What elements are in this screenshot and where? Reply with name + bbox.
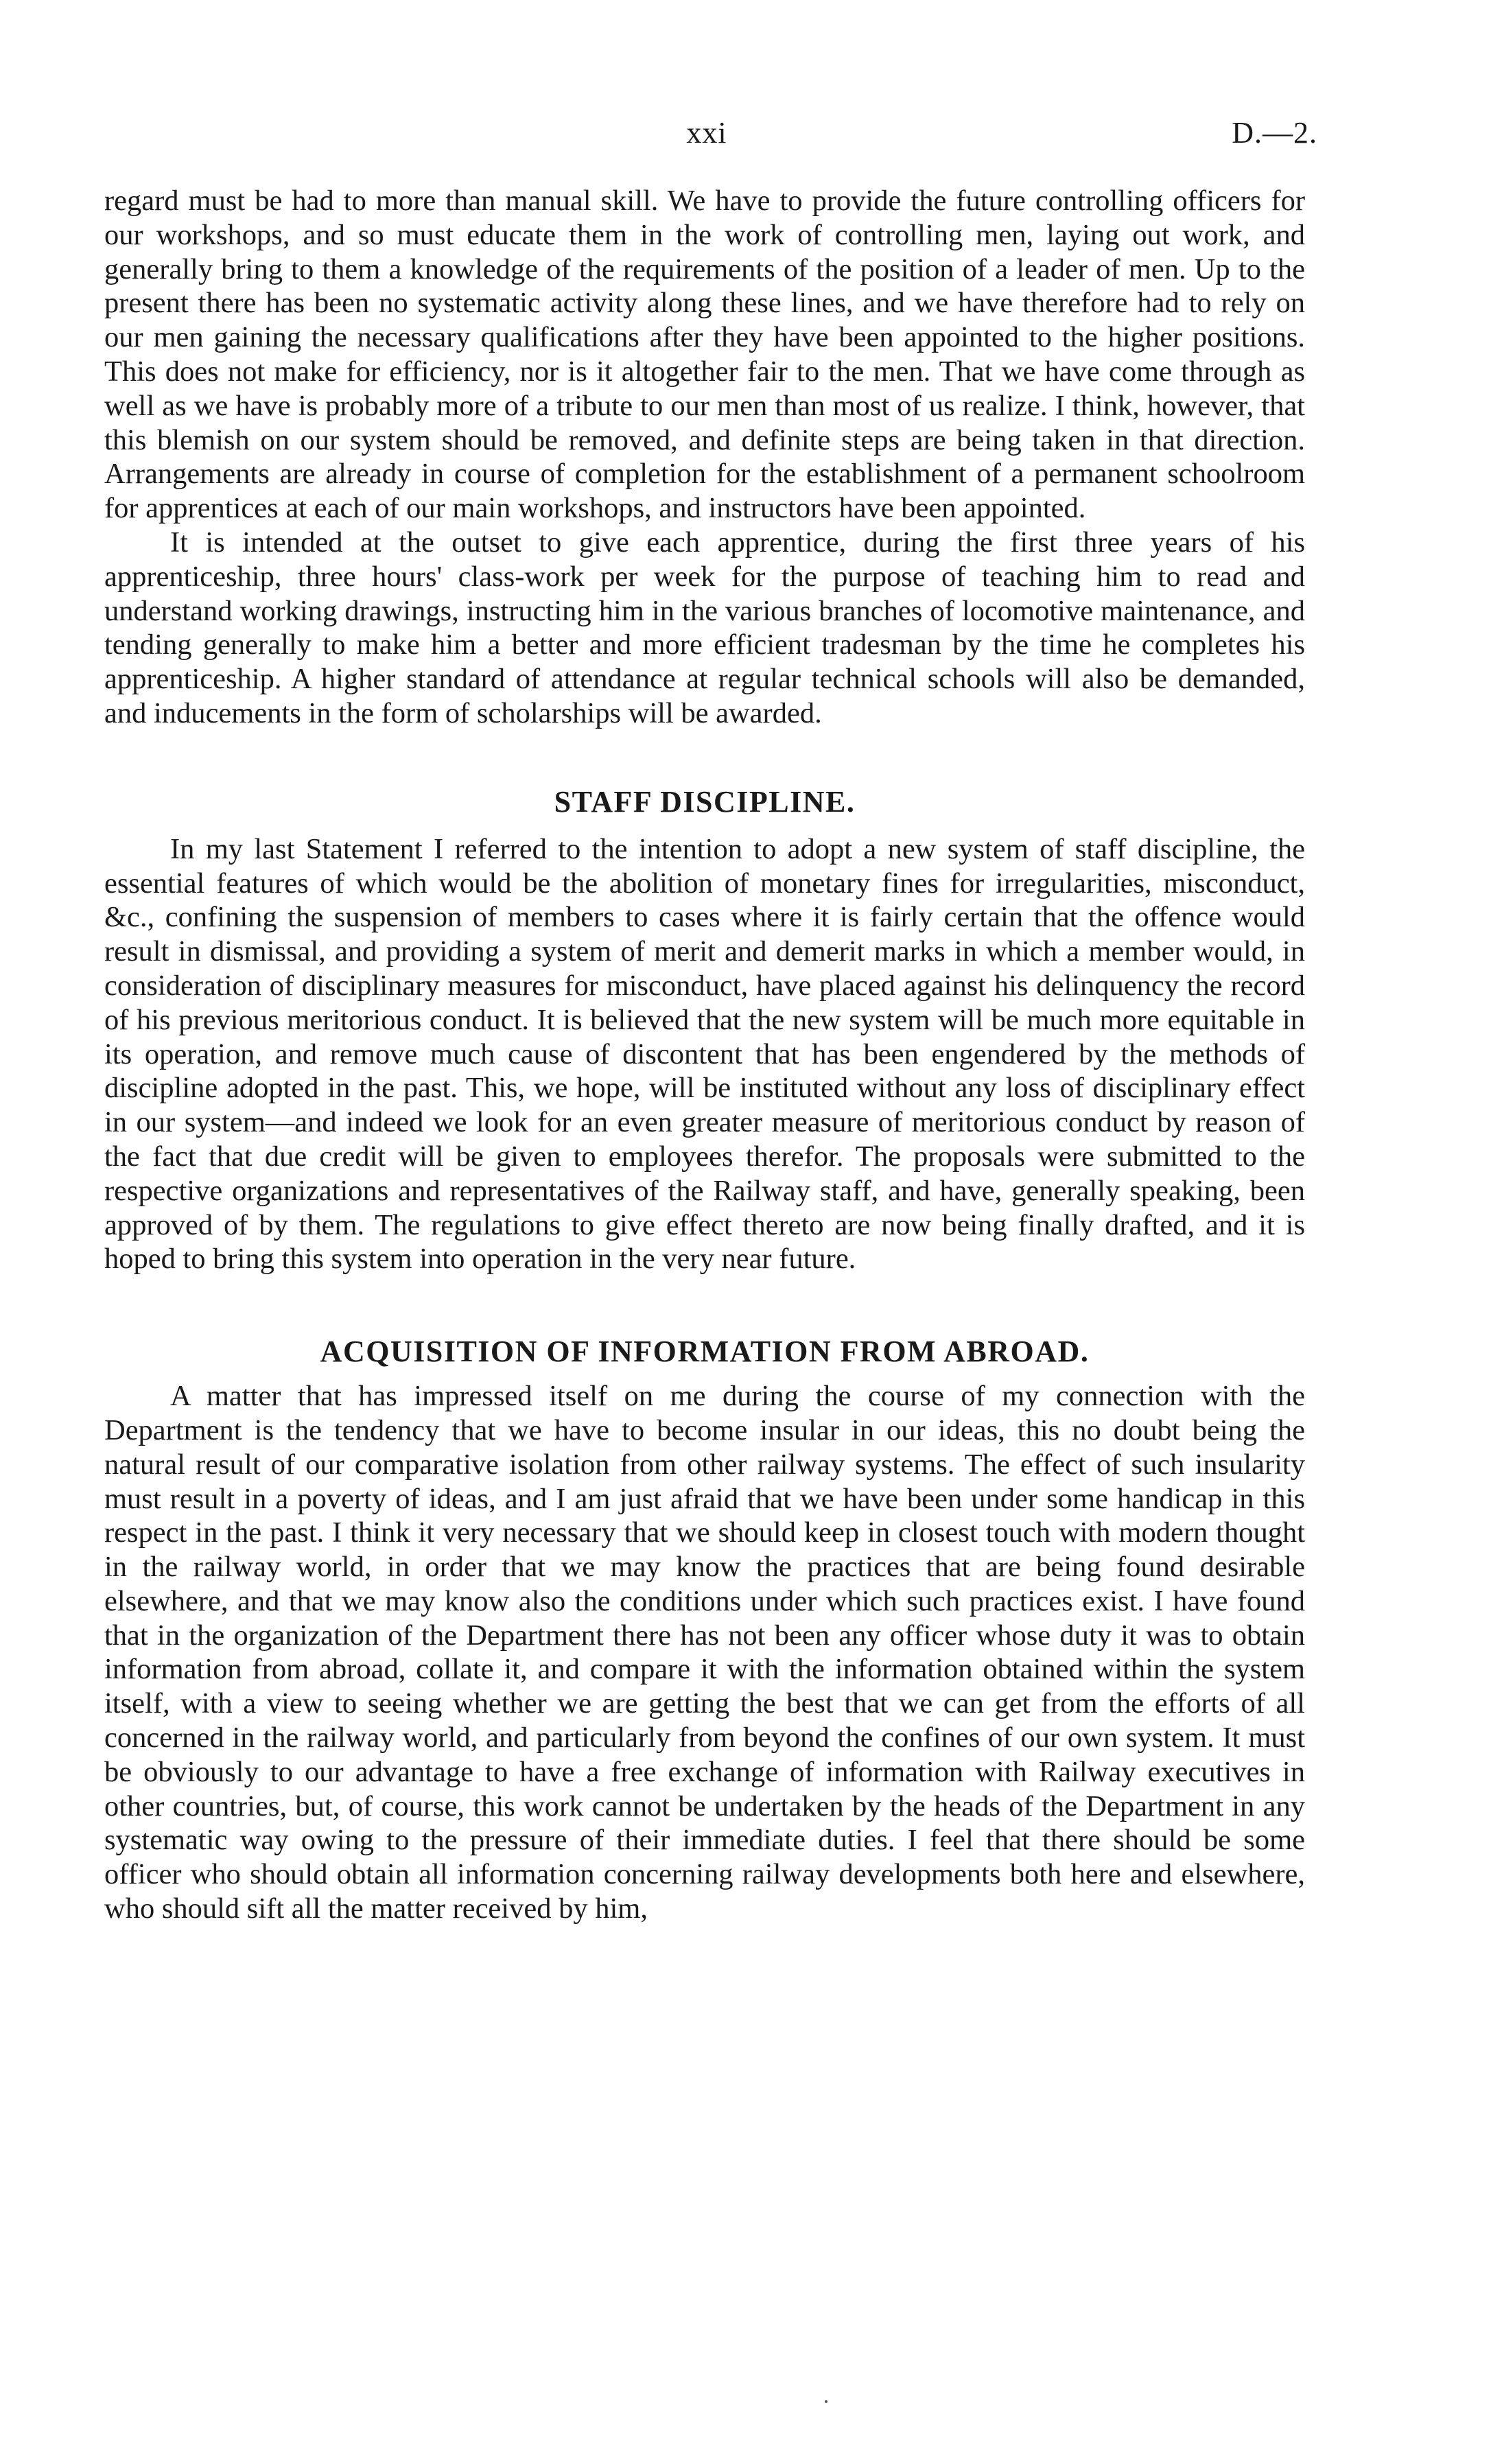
acquisition-paragraph: A matter that has impressed itself on me during the course of my connection with the Department is the tendency that we have to become insular in our ideas, this no doubt being the natural result of our comparative isolation from other railway systems. The effect of such insularity must result in a poverty of ideas, and I am just afraid that we have been under some handicap in this respect in the past. I think it very necessary that we should keep in closest touch with modern thought in the railway world, in order that we may know the practices that are being found desirable elsewhere, and that we may know also the conditions under which such practices exist. I have found that in the organization of the Department there has not been any officer whose duty it was to obtain information from abroad, collate it, and compare it with the information obtained within the system itself, with a view to seeing whether we are getting the best that we can get from the efforts of all concerned in the railway world, and particularly from beyond the confines of our own system. It must be obviously to our advantage to have a free exchange of information with Railway executives in other countries, but, of course, this work cannot be undertaken by the heads of the Department in any systematic way owing to the pressure of their immediate duties. I feel that there should be some officer who should obtain all information concerning railway developments both here and elsewhere, who should sift all the matter received by him,: [104, 1380, 1305, 1925]
intro-paragraph-1: regard must be had to more than manual skill. We have to provide the future controlling officers for our workshops, and so must educate them in the work of controlling men, laying out work, and generally bring to them a knowledge of the requirements of the position of a leader of men. Up to the present there has been no systematic activity along these lines, and we have therefore had to rely on our men gaining the necessary qualifications after they have been appointed to the higher positions. This does not make for efficiency, nor is it altogether fair to the men. That we have come through as well as we have is probably more of a tribute to our men than most of us realize. I think, however, that this blemish on our system should be removed, and definite steps are being taken in that direction. Arrangements are already in course of completion for the establishment of a permanent schoolroom for apprentices at each of our main workshops, and instructors have been appointed.: [104, 185, 1305, 525]
staff-discipline-paragraph: In my last Statement I referred to the intention to adopt a new system of staff discipline, the essential features of which would be the abolition of monetary fines for irregularities, misconduct, &c., confining the suspension of members to cases where it is fairly certain that the offence would result in dismissal, and providing a system of merit and demerit marks in which a member would, in consideration of disciplinary measures for misconduct, have placed against his delinquency the record of his previous meritorious conduct. It is believed that the new system will be much more equitable in its operation, and remove much cause of discontent that has been engendered by the methods of discipline adopted in the past. This, we hope, will be instituted without any loss of disciplinary effect in our system—and indeed we look for an even greater measure of meritorious conduct by reason of the fact that due credit will be given to employees therefor. The proposals were submitted to the respective organizations and representatives of the Railway staff, and have, generally speaking, been approved of by them. The regulations to give effect thereto are now being finally drafted, and it is hoped to bring this system into operation in the very near future.: [104, 832, 1305, 1276]
acquisition-heading: ACQUISITION OF INFORMATION FROM ABROAD.: [320, 1335, 1090, 1369]
staff-discipline-heading: STAFF DISCIPLINE.: [554, 784, 856, 819]
page-header: [103, 115, 1317, 156]
page-number: xxi: [686, 116, 727, 150]
print-speck: [825, 2400, 827, 2403]
body-text: [104, 184, 1305, 1926]
intro-paragraph-2: It is intended at the outset to give each apprentice, during the first three years of his apprenticeship, three hours' class-work per week for the purpose of teaching him to read and understand working drawings, instructing him in the various branches of locomotive maintenance, and tending generally to make him a better and more efficient tradesman by the time he completes his apprenticeship. A higher standard of attendance at regular technical schools will also be demanded, and inducements in the form of scholarships will be awarded.: [104, 526, 1305, 729]
document-reference: D.—2.: [1232, 116, 1317, 150]
